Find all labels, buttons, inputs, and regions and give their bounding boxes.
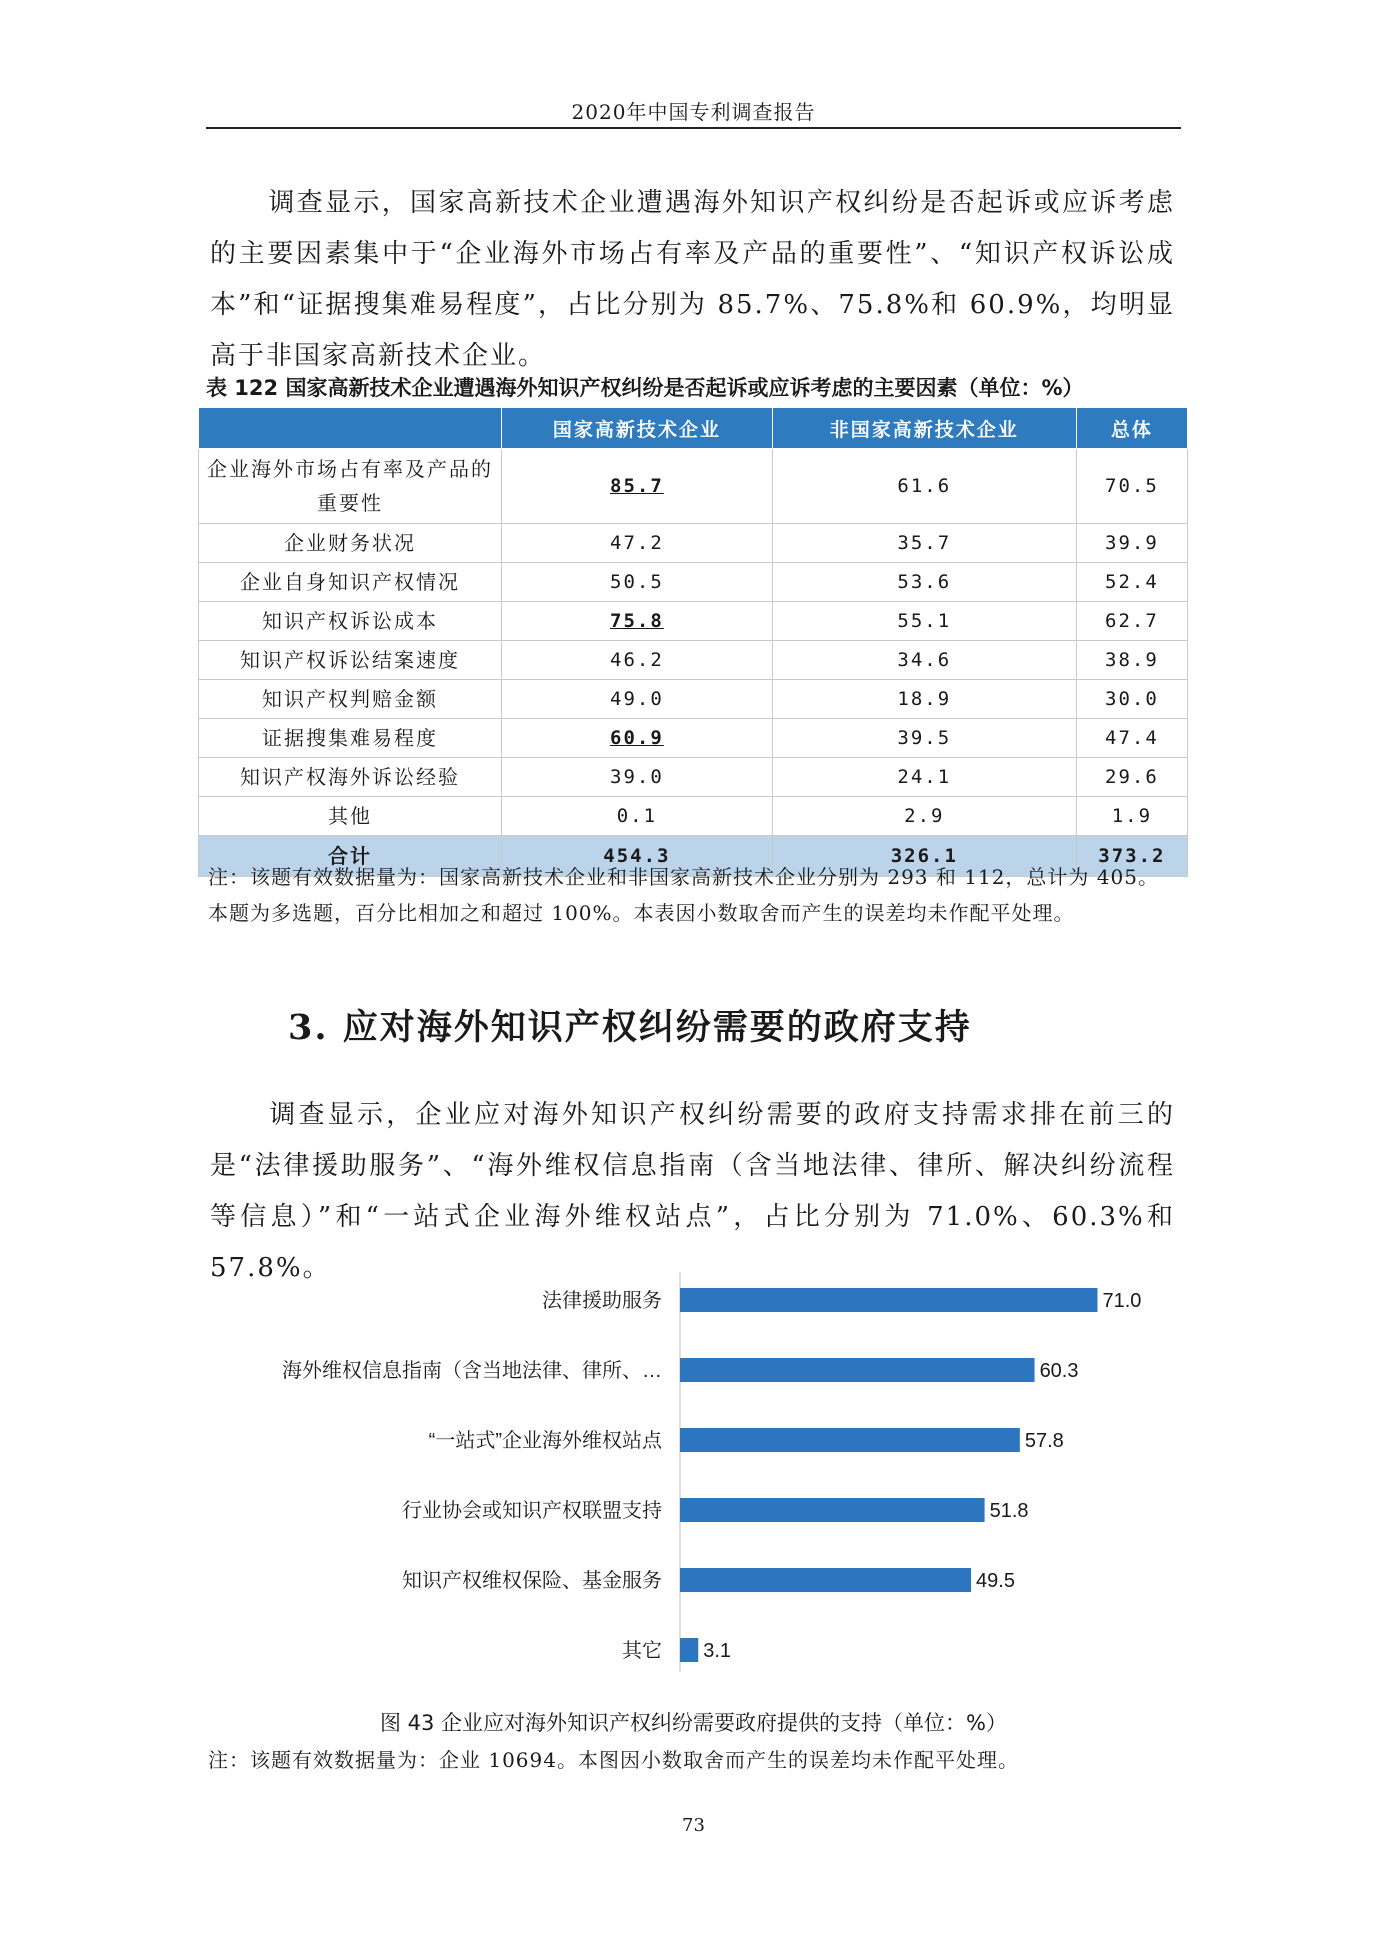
table-row (199, 719, 1188, 758)
table-row (199, 524, 1188, 563)
table-header-cell (199, 408, 502, 449)
cell-non-high-tech: 18.9 (772, 680, 1076, 719)
cell-high-tech: 49.0 (502, 680, 773, 719)
total-high-tech: 454.3 (502, 836, 773, 877)
cell-overall: 52.4 (1076, 563, 1187, 602)
table-note: 注：该题有效数据量为：国家高新技术企业和非国家高新技术企业分别为 293 和 112，总计为 405。本题为多选题，百分比相加之和超过 100%。本表因小数取舍而产生的误差均未作配平处理。 (208, 865, 1159, 925)
chart-bar (680, 1428, 1020, 1452)
row-label: 企业自身知识产权情况 (199, 563, 502, 602)
table-caption: 表 122 国家高新技术企业遭遇海外知识产权纠纷是否起诉或应诉考虑的主要因素（单位：%） (206, 376, 1084, 400)
cell-overall: 38.9 (1076, 641, 1187, 680)
row-label: 其他 (199, 797, 502, 836)
cell-overall: 30.0 (1076, 680, 1187, 719)
total-label: 合计 (199, 836, 502, 877)
row-label: 知识产权诉讼成本 (199, 602, 502, 641)
intro-paragraph-text: 调查显示，国家高新技术企业遭遇海外知识产权纠纷是否起诉或应诉考虑的主要因素集中于“企业海外市场占有率及产品的重要性”、“知识产权诉讼成本”和“证据搜集难易程度”，占比分别为 85.7%、75.8%和 60.9%，均明显高于非国家高新技术企业。 (210, 188, 1175, 371)
cell-non-high-tech: 61.6 (772, 449, 1076, 524)
figure-caption: 图 43 企业应对海外知识产权纠纷需要政府提供的支持（单位：%） (379, 1711, 1008, 1735)
value-label: 51.8 (989, 1500, 1029, 1522)
page-number: 73 (682, 1815, 705, 1836)
cell-overall: 70.5 (1076, 449, 1187, 524)
category-label: 海外维权信息指南（含当地法律、律所、… (282, 1360, 662, 1382)
table-header-row (199, 408, 1188, 449)
row-label: 证据搜集难易程度 (199, 719, 502, 758)
figure-note: 注：该题有效数据量为：企业 10694。本图因小数取舍而产生的误差均未作配平处理。 (208, 1748, 1019, 1772)
row-label: 知识产权判赔金额 (199, 680, 502, 719)
cell-non-high-tech: 2.9 (772, 797, 1076, 836)
table-row (199, 680, 1188, 719)
cell-high-tech: 46.2 (502, 641, 773, 680)
running-header: 2020年中国专利调查报告 (571, 100, 816, 124)
value-label: 71.0 (1102, 1290, 1142, 1312)
cell-high-tech: 39.0 (502, 758, 773, 797)
row-label: 企业财务状况 (199, 524, 502, 563)
support-bar-chart (206, 1272, 1181, 1672)
cell-overall: 39.9 (1076, 524, 1187, 563)
cell-non-high-tech: 39.5 (772, 719, 1076, 758)
support-paragraph-text: 调查显示，企业应对海外知识产权纠纷需要的政府支持需求排在前三的是“法律援助服务”、“海外维权信息指南（含当地法律、律所、解决纠纷流程等信息）”和“一站式企业海外维权站点”，占比分别为 71.0%、60.3%和 57.8%。 (210, 1100, 1175, 1283)
value-label: 57.8 (1024, 1430, 1064, 1452)
table-header-cell: 非国家高新技术企业 (772, 408, 1076, 449)
cell-non-high-tech: 24.1 (772, 758, 1076, 797)
intro-paragraph (210, 178, 1175, 382)
cell-non-high-tech: 34.6 (772, 641, 1076, 680)
table-row (199, 641, 1188, 680)
value-label: 3.1 (703, 1640, 732, 1662)
cell-high-tech: 47.2 (502, 524, 773, 563)
chart-bar (680, 1358, 1035, 1382)
chart-bar (680, 1568, 971, 1592)
chart-bar (680, 1638, 698, 1662)
row-label: 知识产权诉讼结案速度 (199, 641, 502, 680)
total-non-high-tech: 326.1 (772, 836, 1076, 877)
table-header-cell: 国家高新技术企业 (502, 408, 773, 449)
cell-high-tech: 85.7 (502, 449, 773, 524)
chart-bar (680, 1498, 985, 1522)
table-row (199, 563, 1188, 602)
support-paragraph (210, 1090, 1175, 1294)
cell-overall: 1.9 (1076, 797, 1187, 836)
table-row (199, 758, 1188, 797)
cell-high-tech: 50.5 (502, 563, 773, 602)
category-label: 行业协会或知识产权联盟支持 (402, 1500, 662, 1522)
section-title: 3. 应对海外知识产权纠纷需要的政府支持 (288, 1007, 972, 1048)
table-row (199, 602, 1188, 641)
category-label: “一站式”企业海外维权站点 (428, 1430, 662, 1452)
table-row (199, 449, 1188, 524)
cell-non-high-tech: 35.7 (772, 524, 1076, 563)
total-overall: 373.2 (1076, 836, 1187, 877)
cell-high-tech: 75.8 (502, 602, 773, 641)
category-label: 法律援助服务 (542, 1290, 662, 1312)
cell-non-high-tech: 53.6 (772, 563, 1076, 602)
cell-overall: 29.6 (1076, 758, 1187, 797)
category-label: 知识产权维权保险、基金服务 (402, 1570, 662, 1592)
cell-overall: 47.4 (1076, 719, 1187, 758)
table-row (199, 797, 1188, 836)
factors-table (198, 407, 1188, 877)
chart-bar (680, 1288, 1097, 1312)
cell-high-tech: 60.9 (502, 719, 773, 758)
cell-overall: 62.7 (1076, 602, 1187, 641)
row-label: 企业海外市场占有率及产品的重要性 (199, 449, 502, 524)
header-rule (206, 127, 1181, 129)
table-header-cell: 总体 (1076, 408, 1187, 449)
cell-high-tech: 0.1 (502, 797, 773, 836)
row-label: 知识产权海外诉讼经验 (199, 758, 502, 797)
value-label: 49.5 (976, 1570, 1015, 1592)
cell-non-high-tech: 55.1 (772, 602, 1076, 641)
value-label: 60.3 (1039, 1360, 1079, 1382)
category-label: 其它 (622, 1640, 662, 1662)
